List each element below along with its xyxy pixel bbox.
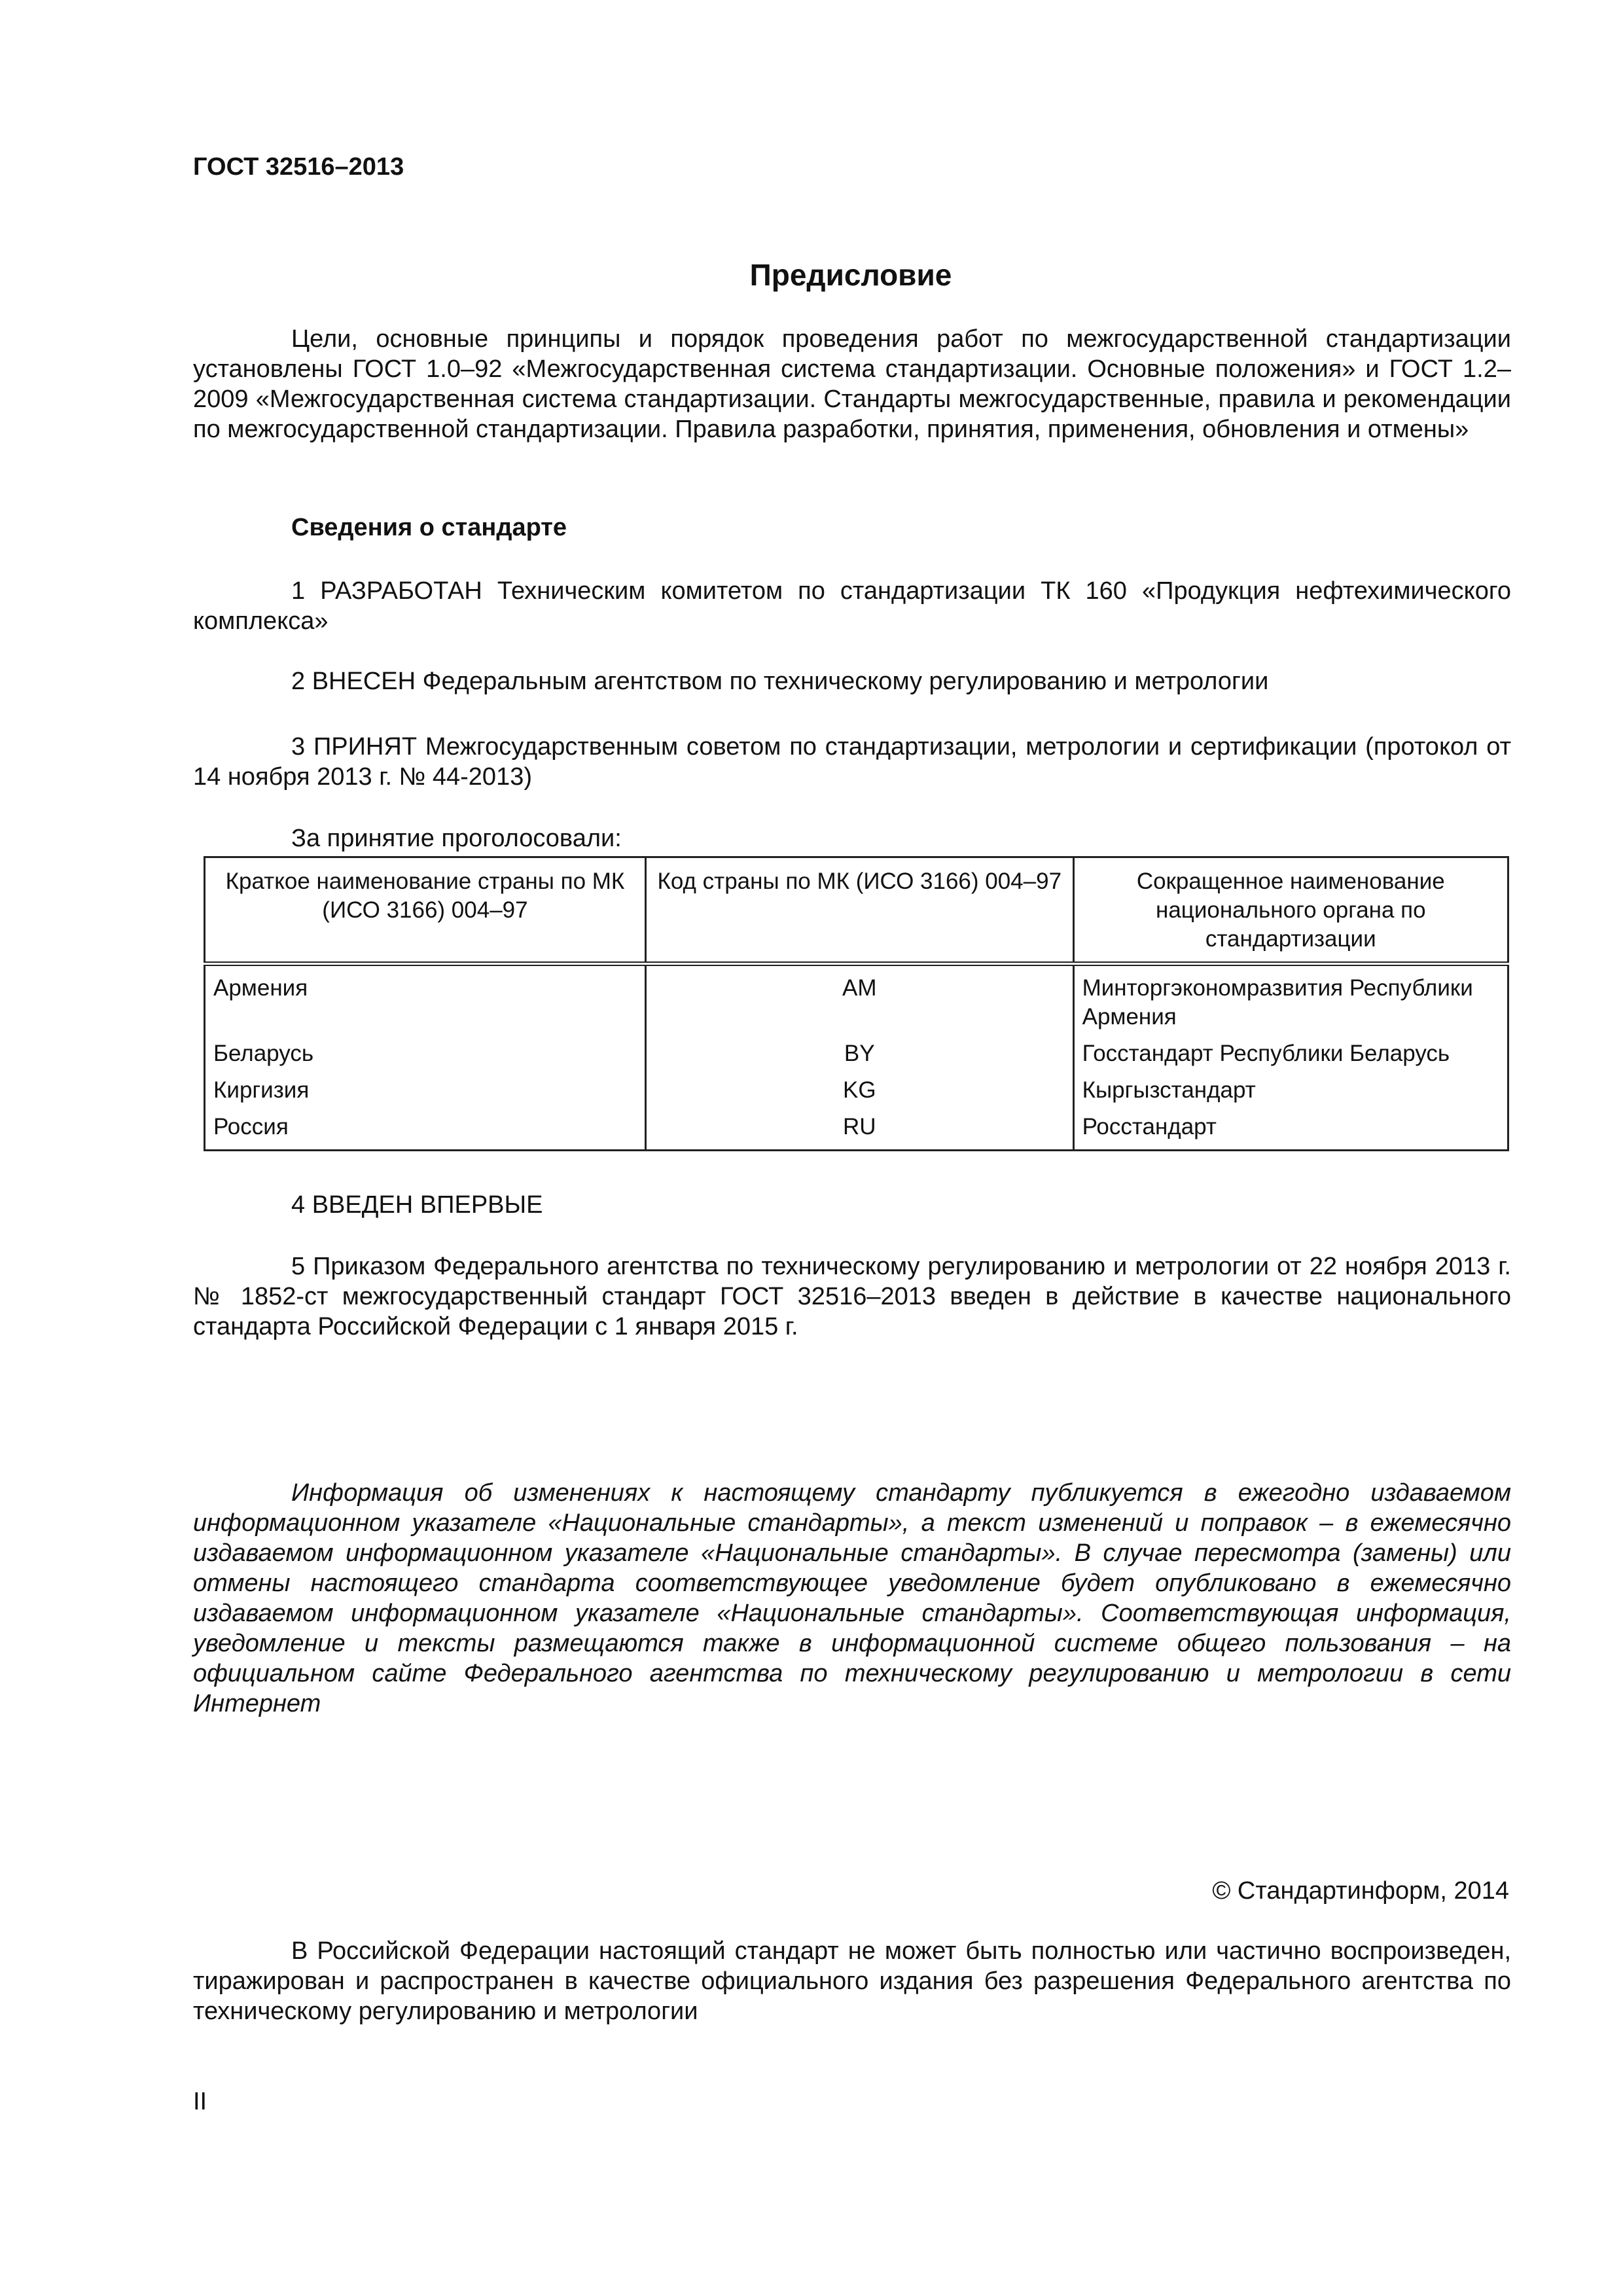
table-row [205,964,1508,1036]
amendments-notice-text: Информация об изменениях к настоящему стандарту публикуется в ежегодно издаваемом информационном указателе «Национальные стандарты», а текст изменений и поправок – в ежемесячно издаваемом информационном указателе «Национальные стандарты». В случае пересмотра (замены) или отмены настоящего стандарта соответствующее уведомление будет опубликовано в ежемесячно издаваемом информационном указателе «Национальные стандарты». Соответствующая информация, уведомление и тексты размещаются также в информационной системе общего пользования – на официальном сайте Федерального агентства по техническому регулированию и метрологии в сети Интернет [193,1479,1511,1717]
voted-label: За принятие проголосовали: [291,825,622,852]
country-cell: Россия [205,1109,646,1151]
body-cell: Госстандарт Республики Беларусь [1073,1035,1508,1072]
col-body-header: Сокращенное наименование национального органа по стандартизации [1073,857,1508,964]
item-2: 2 ВНЕСЕН Федеральным агентством по техническому регулированию и метрологии [291,668,1269,695]
rights-paragraph [193,1936,1511,2026]
page-title: Предисловие [749,258,952,292]
table-row [205,1035,1508,1072]
body-cell: Росстандарт [1073,1109,1508,1151]
body-cell: Кыргызстандарт [1073,1072,1508,1109]
info-heading: Сведения о стандарте [291,514,567,541]
col-code-header: Код страны по МК (ИСО 3166) 004–97 [645,857,1073,964]
table-header-row [205,857,1508,964]
item-5 [193,1251,1511,1342]
voting-table [204,856,1509,1151]
table-row [205,1109,1508,1151]
amendments-notice [193,1478,1511,1719]
copyright: © Стандартинформ, 2014 [1212,1877,1509,1905]
item-3-text: 3 ПРИНЯТ Межгосударственным советом по стандартизации, метрологии и сертификации (протокол от 14 ноября 2013 г. № 44-2013) [193,733,1511,791]
country-cell: Беларусь [205,1035,646,1072]
document-header: ГОСТ 32516–2013 [193,153,404,181]
code-cell: RU [645,1109,1073,1151]
country-cell: Армения [205,964,646,1036]
item-3 [193,732,1511,792]
table-row [205,1072,1508,1109]
code-cell: BY [645,1035,1073,1072]
country-cell: Киргизия [205,1072,646,1109]
item-5-text: 5 Приказом Федерального агентства по техническому регулированию и метрологии от 22 ноября 2013 г. № 1852-ст межгосударственный стандарт ГОСТ 32516–2013 введен в действие в качестве национального стандарта Российской Федерации с 1 января 2015 г. [193,1253,1511,1340]
body-cell: Минторгэкономразвития Республики Армения [1073,964,1508,1036]
intro-text: Цели, основные принципы и порядок проведения работ по межгосударственной стандартизации установлены ГОСТ 1.0–92 «Межгосударственная система стандартизации. Основные положения» и ГОСТ 1.2–2009 «Межгосударственная система стандартизации. Стандарты межгосударственные, правила и рекомендации по межгосударственной стандартизации. Правила разработки, принятия, применения, обновления и отмены» [193,325,1511,443]
page-number: II [193,2088,207,2115]
col-country-header: Краткое наименование страны по МК (ИСО 3166) 004–97 [205,857,646,964]
item-4: 4 ВВЕДЕН ВПЕРВЫЕ [291,1191,543,1219]
code-cell: KG [645,1072,1073,1109]
intro-paragraph [193,324,1511,444]
item-1-text: 1 РАЗРАБОТАН Техническим комитетом по стандартизации ТК 160 «Продукция нефтехимического комплекса» [193,577,1511,635]
rights-text: В Российской Федерации настоящий стандарт не может быть полностью или частично воспроизведен, тиражирован и распространен в качестве официального издания без разрешения Федерального агентства по техническому регулированию и метрологии [193,1937,1511,2025]
code-cell: AM [645,964,1073,1036]
item-1 [193,576,1511,636]
